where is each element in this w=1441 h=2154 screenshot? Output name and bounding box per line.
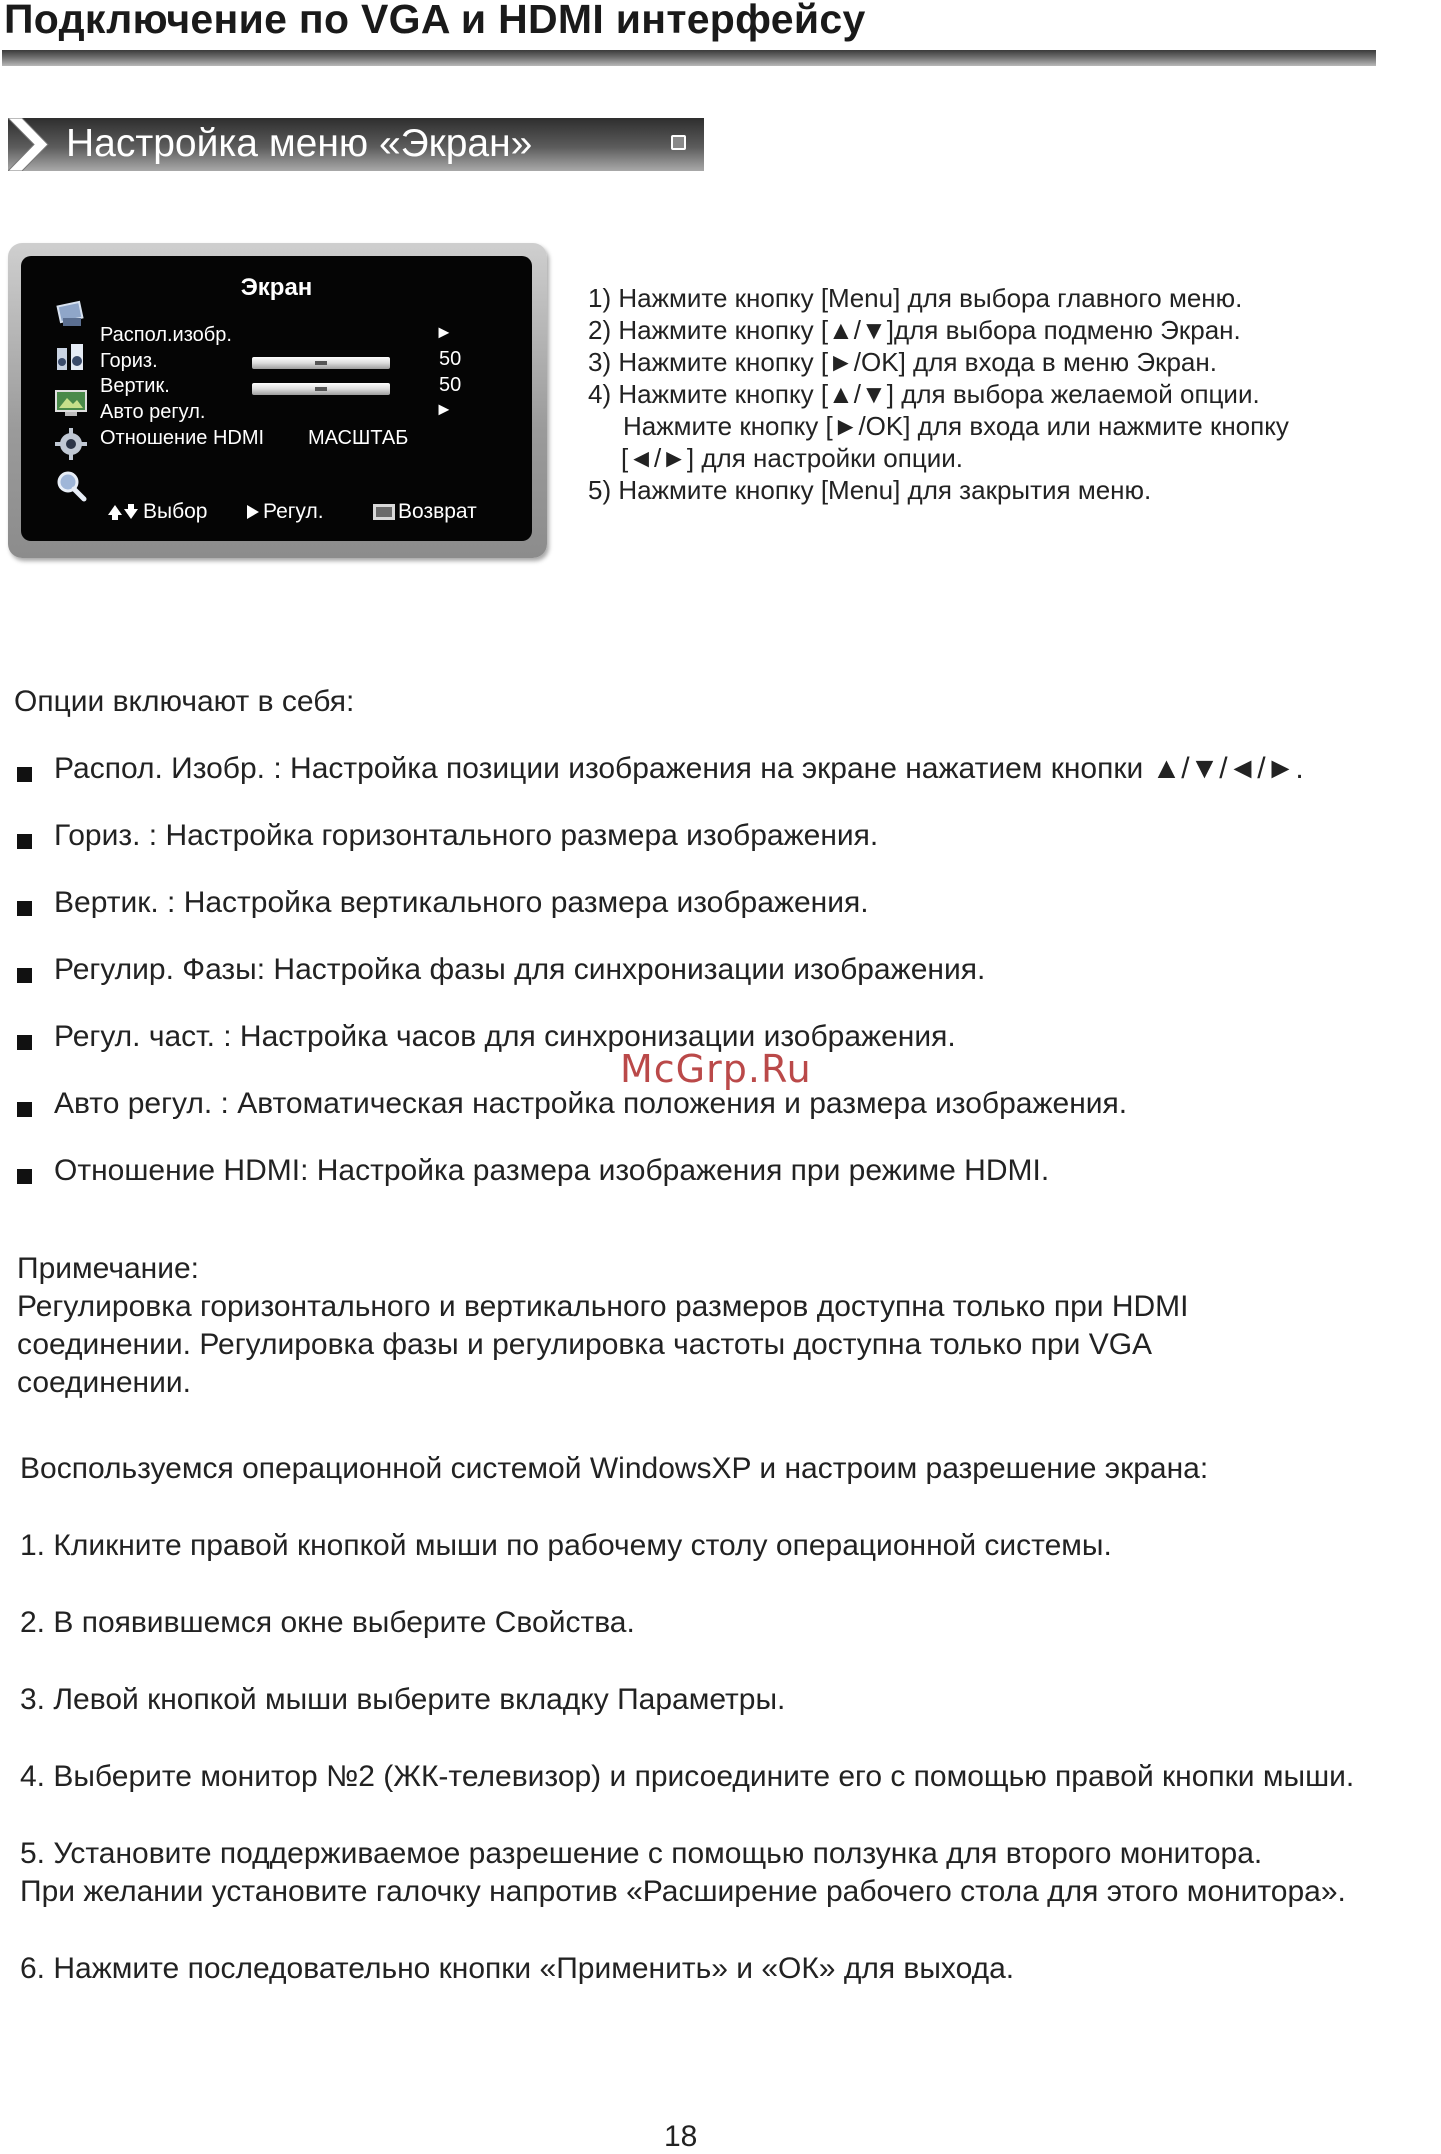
instruction-line: 5) Нажмите кнопку [Menu] для закрытия меню.: [588, 475, 1152, 505]
menu-button-icon: [372, 502, 396, 522]
option-item: Распол. Изобр. : Настройка позиции изображения на экране нажатием кнопки ▲/▼/◄/►.: [54, 752, 1304, 785]
windows-step: 6. Нажмите последовательно кнопки «Применить» и «ОК» для выхода.: [20, 1952, 1015, 1985]
instruction-line: [◄/►] для настройки опции.: [621, 443, 963, 473]
section-title: Настройка меню «Экран»: [66, 122, 533, 165]
option-item: Отношение HDMI: Настройка размера изображения при режиме HDMI.: [54, 1154, 1050, 1187]
osd-footer-select-label: Выбор: [143, 500, 208, 523]
note-heading: Примечание:: [17, 1252, 199, 1285]
note-line: соединении.: [17, 1366, 191, 1399]
option-item: Регул. част. : Настройка часов для синхронизации изображения.: [54, 1020, 956, 1053]
osd-footer-adjust-label: Регул.: [263, 500, 324, 523]
watermark: McGrp.Ru: [620, 1047, 812, 1091]
osd-menu-screen: [21, 256, 532, 541]
osd-row-label: Вертик.: [100, 375, 170, 397]
option-item: Авто регул. : Автоматическая настройка положения и размера изображения.: [54, 1087, 1128, 1120]
bullet-square-icon: [17, 1102, 32, 1117]
windows-step: 5. Установите поддерживаемое разрешение с помощью ползунка для второго монитора.: [20, 1837, 1263, 1870]
picture-icon: [53, 300, 89, 332]
note-line: соединении. Регулировка фазы и регулировка частоты доступна только при VGA: [17, 1328, 1153, 1361]
option-desc: Настройка горизонтального размера изображения.: [165, 819, 879, 852]
osd-slider-vertical: [252, 383, 390, 395]
bullet-square-icon: [17, 1169, 32, 1184]
osd-row-label: Распол.изобр.: [100, 324, 232, 346]
instruction-line: 2) Нажмите кнопку [▲/▼]для выбора подменю Экран.: [588, 315, 1241, 345]
windows-intro: Воспользуемся операционной системой WindowsXP и настроим разрешение экрана:: [20, 1452, 1209, 1485]
option-desc: Настройка часов для синхронизации изображения.: [239, 1020, 956, 1053]
option-desc: Настройка фазы для синхронизации изображения.: [273, 953, 986, 986]
screen-icon: [53, 386, 89, 418]
option-term: Вертик.: [54, 886, 159, 919]
osd-footer-back-label: Возврат: [398, 500, 477, 523]
title-divider: [2, 50, 1376, 66]
osd-row-value: МАСШТАБ: [308, 427, 409, 449]
option-item: Вертик. : Настройка вертикального размера изображения.: [54, 886, 869, 919]
bullet-square-icon: [17, 767, 32, 782]
option-term: Гориз.: [54, 819, 141, 852]
instruction-line: 1) Нажмите кнопку [Menu] для выбора главного меню.: [588, 283, 1243, 313]
bullet-square-icon: [17, 1035, 32, 1050]
osd-row-value: 50: [439, 348, 462, 370]
osd-title: Экран: [240, 274, 313, 301]
option-term: Регул. част.: [54, 1020, 215, 1053]
bullet-square-icon: [17, 901, 32, 916]
windows-step: 3. Левой кнопкой мыши выберите вкладку Параметры.: [20, 1683, 786, 1716]
osd-footer-back: [372, 500, 477, 524]
option-desc: Настройка вертикального размера изображения.: [183, 886, 869, 919]
osd-slider-horizontal: [252, 357, 390, 369]
osd-footer-select: [107, 500, 208, 524]
page-number: 18: [664, 2120, 698, 2153]
note-line: Регулировка горизонтального и вертикального размеров доступна только при HDMI: [17, 1290, 1189, 1323]
osd-footer-adjust: [245, 500, 324, 524]
osd-row-label: Авто регул.: [100, 401, 206, 423]
right-arrow-icon: [245, 503, 261, 521]
up-down-arrows-icon: [107, 503, 141, 521]
instruction-line: 4) Нажмите кнопку [▲/▼] для выбора желаемой опции.: [588, 379, 1260, 409]
instruction-line: Нажмите кнопку [►/OK] для входа или нажмите кнопку: [623, 411, 1289, 441]
option-desc: Настройка размера изображения при режиме HDMI.: [316, 1154, 1050, 1187]
osd-row-value: 50: [439, 374, 462, 396]
chevron-right-icon: [8, 118, 58, 171]
osd-row-label: Отношение HDMI: [100, 427, 265, 449]
option-item: Гориз. : Настройка горизонтального размера изображения.: [54, 819, 879, 852]
settings-icon: [53, 428, 89, 460]
option-term: Отношение HDMI: [54, 1154, 301, 1187]
osd-row-label: Гориз.: [100, 350, 158, 372]
option-term: Авто регул.: [54, 1087, 213, 1120]
square-icon: [671, 135, 686, 150]
windows-step: При желании установите галочку напротив «Расширение рабочего стола для этого монитора».: [20, 1875, 1346, 1908]
option-desc: Настройка позиции изображения на экране нажатием кнопки ▲/▼/◄/►.: [290, 752, 1304, 785]
windows-step: 4. Выберите монитор №2 (ЖК-телевизор) и присоедините его с помощью правой кнопки мыши.: [20, 1760, 1355, 1793]
osd-row-arrow: ►: [435, 322, 453, 342]
section-banner: [8, 118, 704, 171]
osd-row-arrow: ►: [435, 399, 453, 419]
option-desc: Автоматическая настройка положения и размера изображения.: [237, 1087, 1128, 1120]
instruction-line: 3) Нажмите кнопку [►/OK] для входа в меню Экран.: [588, 347, 1217, 377]
options-heading: Опции включают в себя:: [14, 685, 355, 718]
option-item: Регулир. Фазы: Настройка фазы для синхронизации изображения.: [54, 953, 986, 986]
page-title: Подключение по VGA и HDMI интерфейсу: [4, 0, 866, 42]
windows-step: 2. В появившемся окне выберите Свойства.: [20, 1606, 635, 1639]
bullet-square-icon: [17, 968, 32, 983]
option-term: Распол. Изобр.: [54, 752, 266, 785]
audio-icon: [53, 342, 89, 374]
option-term: Регулир. Фазы: [54, 953, 257, 986]
search-icon: [53, 470, 89, 502]
bullet-square-icon: [17, 834, 32, 849]
windows-step: 1. Кликните правой кнопкой мыши по рабочему столу операционной системы.: [20, 1529, 1112, 1562]
